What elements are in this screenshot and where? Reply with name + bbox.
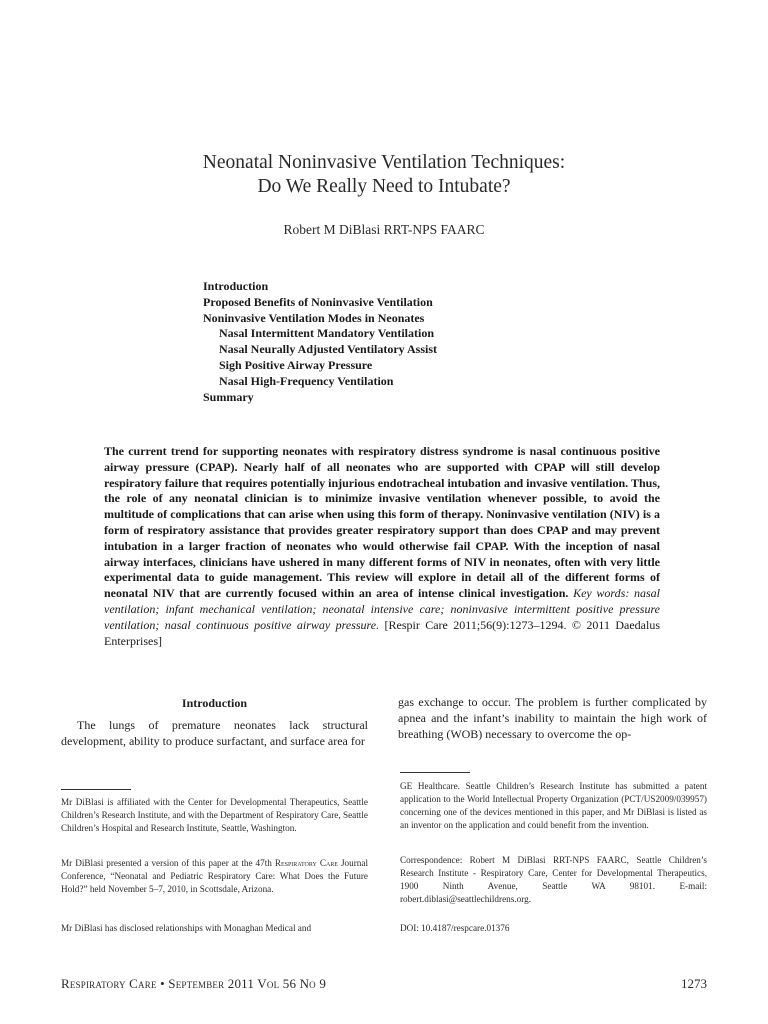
table-of-contents	[203, 279, 437, 405]
footnote-rule-left	[61, 789, 131, 790]
toc-subitem: Sigh Positive Airway Pressure	[219, 357, 373, 372]
author-line: Robert M DiBlasi RRT-NPS FAARC	[283, 222, 485, 237]
footnote-presentation	[61, 857, 368, 896]
journal-name: Care	[319, 858, 338, 868]
toc-item: Introduction	[203, 279, 269, 293]
footnote-disclosure-continued: GE Healthcare. Seattle Children’s Research Institute has submitted a patent application to the World Intellectual Property Organization (PCT/US2009/039957) concerning one of the devices mentioned in this paper, and Mr DiBlasi is listed as an inventor on the application and could benefit from the invention.	[400, 781, 707, 830]
footnote-doi: DOI: 10.4187/respcare.01376	[400, 923, 510, 933]
paper-title	[0, 151, 768, 199]
toc-subitem: Nasal Neurally Adjusted Ventilatory Assist	[219, 342, 438, 357]
toc-subitem: Nasal High-Frequency Ventilation	[219, 373, 394, 388]
title-line-2: Do We Really Need to Intubate?	[257, 176, 511, 197]
toc-item: Proposed Benefits of Noninvasive Ventilation	[203, 294, 433, 309]
toc-subitem: Nasal Intermittent Mandatory Ventilation	[219, 326, 434, 341]
toc-item: Noninvasive Ventilation Modes in Neonates	[203, 310, 425, 325]
abstract-body: The current trend for supporting neonates with respiratory distress syndrome is nasal continuous positive airway pressure (CPAP). Nearly half of all neonates who are supported with CPAP will still develop respiratory failure that requires potentially injurious endotracheal intubation and invasive ventilation. Thus, the role of any neonatal clinician is to minimize invasive ventilation whenever possible, to avoid the multitude of complications that can arise when using this form of therapy. Noninvasive ventilation (NIV) is a form of respiratory assistance that provides greater respiratory support than does CPAP and may prevent intubation in a larger fraction of neonates who would otherwise fail CPAP. With the inception of nasal airway interfaces, clinicians have ushered in many different forms of NIV in neonates, often with very little experimental data to guide management. This review will explore in detail all of the different forms of neonatal NIV that are currently focused within an area of intense clinical investigation.	[104, 444, 660, 601]
abstract-citation: [Respir Care 2011;56(9):1273–1294. © 2011 Daedalus Enterprises]	[104, 617, 661, 648]
journal-footer: Respiratory Care • September 2011 Vol 56 No 9	[61, 976, 327, 991]
toc-item: Summary	[203, 389, 254, 404]
footnote-text: Journal Conference, “Neonatal and Pediatric Respiratory Care: What Does the Future Hold?” held November 5–7, 2010, in Scottsdale, Arizona.	[61, 858, 369, 894]
journal-name: Respiratory	[274, 858, 317, 868]
abstract	[104, 444, 660, 649]
abstract-keywords: Key words: nasal ventilation; infant mechanical ventilation; neonatal intensive care; noninvasive intermittent positive pressure ventilation; nasal continuous positive airway pressure.	[104, 586, 661, 632]
footnote-disclosure: Mr DiBlasi has disclosed relationships with Monaghan Medical and	[61, 923, 312, 933]
section-heading: Introduction	[181, 696, 248, 710]
footnote-text: Mr DiBlasi presented a version of this paper at the 47th	[61, 858, 275, 868]
body-paragraph: The lungs of premature neonates lack structural development, ability to produce surfactant, and surface area for	[61, 718, 368, 748]
page-number: 1273	[681, 976, 707, 991]
right-column	[398, 694, 707, 742]
title-line-1: Neonatal Noninvasive Ventilation Techniques:	[202, 152, 566, 173]
footnote-correspondence: Correspondence: Robert M DiBlasi RRT-NPS FAARC, Seattle Children’s Research Institute - Respiratory Care, Center for Developmental Therapeutics, 1900 Ninth Avenue, Seattle WA 98101. E-mail: robert.diblasi@seattlechildrens.org.	[400, 855, 707, 904]
left-column	[61, 695, 368, 749]
footnote-rule-right	[400, 772, 470, 773]
body-paragraph: gas exchange to occur. The problem is further complicated by apnea and the infant’s inability to maintain the high work of breathing (WOB) necessary to overcome the op-	[398, 695, 707, 741]
footnote-affiliation: Mr DiBlasi is affiliated with the Center for Developmental Therapeutics, Seattle Children’s Research Institute, and with the Department of Respiratory Care, Seattle Children’s Hospital and Research Institute, Seattle, Washington.	[61, 797, 368, 833]
